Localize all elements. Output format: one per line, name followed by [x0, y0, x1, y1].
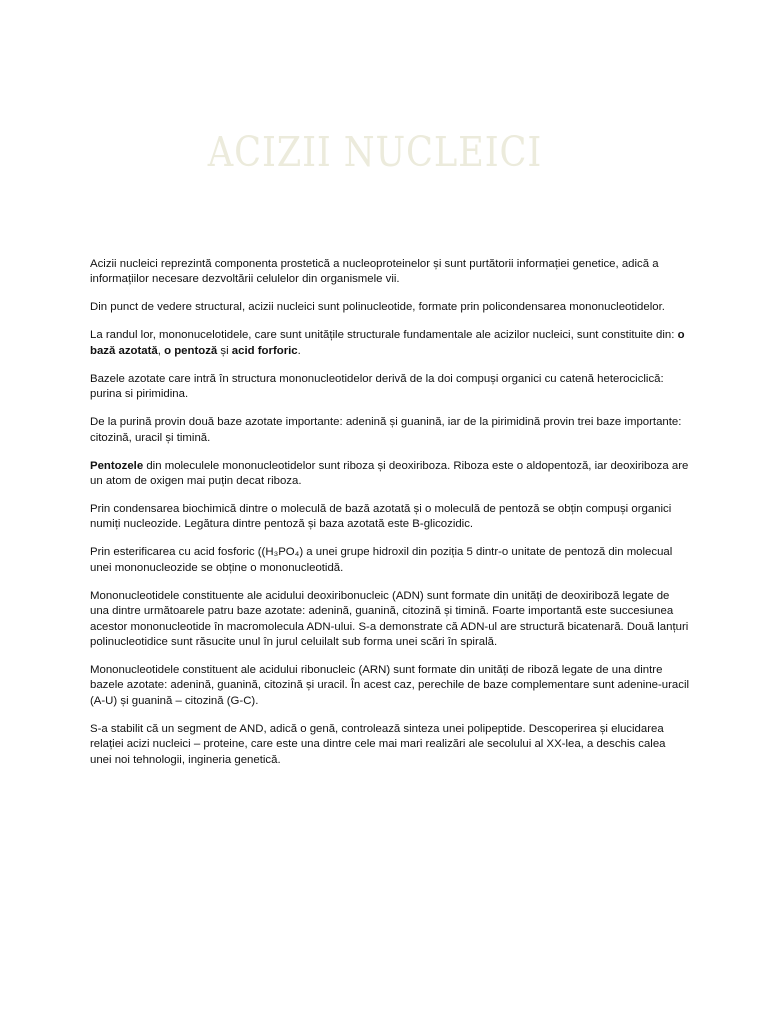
- paragraph-intro: Acizii nucleici reprezintă componenta prostetică a nucleoproteinelor și sunt purtătorii informației genetice, adică a informațiilor necesare dezvoltării celulelor din organismele vii.: [90, 258, 659, 286]
- paragraph-genetic-engineering: S-a stabilit că un segment de AND, adică o genă, controlează sinteza unei polipeptide. Descoperirea și elucidarea relației acizi nucleici – proteine, care este una dintre cele mai mari realizări ale secolului al XX-lea, a deschis calea unei noi tehnologii, ingineria genetică.: [90, 722, 666, 766]
- paragraph-arn: Mononucleotidele constituent ale acidului ribonucleic (ARN) sunt formate din unități de riboză legate de una dintre bazele azotate: adenină, guanină, citozină și uracil. În acest caz, perechile de baze complementare sunt adenine-uracil (A-U) și guanină – citozină (G-C).: [90, 664, 690, 707]
- document-body: [90, 257, 690, 781]
- paragraph-purine: De la purină provin două baze azotate importante: adenină și guanină, iar de la pirimidină provin trei baze importante: citozină, uracil și timină.: [90, 416, 682, 444]
- document-title: ACIZII NUCLEICI: [207, 128, 543, 176]
- text-span: din moleculele mononucleotidelor sunt riboza și deoxiriboza. Riboza este o aldopentoză, iar deoxiriboza are un atom de oxigen mai puțin decat riboza.: [90, 459, 689, 488]
- text-span: și: [217, 344, 232, 357]
- text-span: ,: [157, 344, 165, 357]
- paragraph-structure: Din punct de vedere structural, acizii nucleici sunt polinucleotide, formate prin policondensarea mononucleotidelor.: [90, 301, 665, 314]
- paragraph-pentoses: [90, 459, 690, 490]
- text-span: .: [297, 344, 301, 357]
- paragraph-nucleosides: Prin condensarea biochimică dintre o moleculă de bază azotată și o moleculă de pentoză se obțin compuși organici numiți nucleozide. Legătura dintre pentoză și baza azotată este B-glicozidic.: [90, 503, 672, 531]
- paragraph-components: [90, 328, 690, 359]
- term-baza-azotata: o bază azotată: [90, 329, 685, 357]
- paragraph-adn: Mononucleotidele constituente ale acidului deoxiribonucleic (ADN) sunt formate din unități de deoxiriboză legate de una dintre următoarele patru baze azotate: adenină, guanină, citozină și timină. Foarte importantă este succesiunea acestor mononucleotide în macromolecula ADN-ului. S-a demonstrate că ADN-ul are structură bicatenară. Două lanțuri polinucleotidice sunt răsucite unul în jurul celuilalt sub forma unei scări în spirală.: [90, 589, 689, 649]
- paragraph-esterification: Prin esterificarea cu acid fosforic ((H₃PO₄) a unei grupe hidroxil din poziția 5 dintr-o unitate de pentoză din molecual unei mononucleozide se obține o mononucleotidă.: [90, 546, 673, 574]
- text-span: La randul lor, mononucelotidele, care sunt unitățile structurale fundamentale ale acizilor nucleici, sunt constituite din:: [90, 329, 678, 342]
- paragraph-bases: Bazele azotate care intră în structura mononucleotidelor derivă de la doi compuși organici cu catenă heterociclică: purina si pirimidina.: [90, 372, 664, 401]
- term-pentoza: o pentoză: [164, 344, 218, 357]
- term-acid-forforic: acid forforic: [231, 344, 298, 357]
- term-pentozele: Pentozele: [90, 459, 144, 472]
